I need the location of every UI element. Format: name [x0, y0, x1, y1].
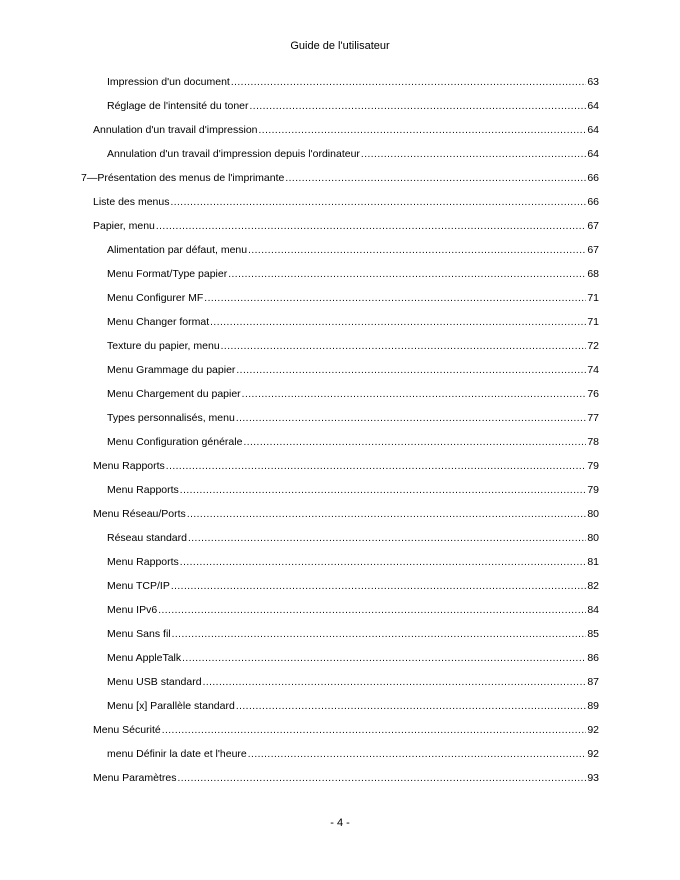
toc-entry-page: 80 [587, 532, 599, 544]
dot-leader [156, 220, 586, 232]
dot-leader [170, 196, 586, 208]
toc-entry-page: 71 [587, 316, 599, 328]
toc-entry-page: 66 [587, 196, 599, 208]
toc-entry-title: Menu Sans fil [107, 628, 171, 640]
dot-leader [228, 268, 586, 280]
page-header [0, 40, 680, 52]
toc-entry[interactable] [107, 628, 599, 642]
toc-entry-title: 7—Présentation des menus de l'imprimante [81, 172, 285, 184]
toc-entry[interactable] [107, 244, 599, 258]
page-footer [0, 817, 680, 829]
toc-entry-title: Types personnalisés, menu [107, 412, 235, 424]
dot-leader [236, 412, 586, 424]
toc-entry-title: Menu Format/Type papier [107, 268, 228, 280]
toc-entry-page: 92 [587, 748, 599, 760]
toc-entry[interactable] [107, 340, 599, 354]
dot-leader [236, 364, 586, 376]
toc-entry-page: 82 [587, 580, 599, 592]
toc-entry-title: Papier, menu [93, 220, 155, 232]
toc-entry[interactable] [107, 268, 599, 282]
toc-entry-title: Menu Grammage du papier [107, 364, 236, 376]
dot-leader [248, 748, 587, 760]
toc-entry-page: 74 [587, 364, 599, 376]
toc-entry-title: Menu Configurer MF [107, 292, 204, 304]
toc-entry-title: Texture du papier, menu [107, 340, 220, 352]
toc-entry-title: menu Définir la date et l'heure [107, 748, 247, 760]
toc-entry[interactable] [93, 220, 599, 234]
toc-entry[interactable] [93, 772, 599, 786]
dot-leader [285, 172, 586, 184]
toc-entry-title: Menu Rapports [107, 484, 179, 496]
dot-leader [180, 484, 587, 496]
dot-leader [243, 436, 586, 448]
toc-entry[interactable] [93, 460, 599, 474]
toc-entry[interactable] [107, 652, 599, 666]
toc-entry[interactable] [107, 436, 599, 450]
toc-entry[interactable] [107, 580, 599, 594]
toc-entry-title: Menu Rapports [107, 556, 179, 568]
dot-leader [180, 556, 587, 568]
toc-entry[interactable] [93, 196, 599, 210]
toc-entry-title: Menu Configuration générale [107, 436, 243, 448]
toc-entry-page: 84 [587, 604, 599, 616]
toc-entry-page: 64 [587, 124, 599, 136]
toc-entry-title: Alimentation par défaut, menu [107, 244, 248, 256]
toc-entry[interactable] [107, 412, 599, 426]
toc-entry-title: Annulation d'un travail d'impression depuis l'ordinateur [107, 148, 360, 160]
dot-leader [361, 148, 586, 160]
toc-entry-title: Menu Sécurité [93, 724, 161, 736]
toc-entry[interactable] [107, 76, 599, 90]
toc-entry-title: Liste des menus [93, 196, 170, 208]
toc-entry-page: 66 [587, 172, 599, 184]
toc-entry[interactable] [93, 724, 599, 738]
toc-entry-page: 77 [587, 412, 599, 424]
toc-entry[interactable] [81, 172, 599, 186]
dot-leader [221, 340, 587, 352]
toc-entry[interactable] [107, 388, 599, 402]
toc-entry-page: 87 [587, 676, 599, 688]
toc-entry-title: Menu IPv6 [107, 604, 158, 616]
dot-leader [250, 100, 587, 112]
dot-leader [231, 76, 586, 88]
dot-leader [162, 724, 587, 736]
toc-entry-title: Menu USB standard [107, 676, 202, 688]
dot-leader [203, 676, 587, 688]
toc-entry[interactable] [107, 316, 599, 330]
toc-entry-title: Menu Paramètres [93, 772, 177, 784]
toc-entry[interactable] [93, 124, 599, 138]
toc-entry[interactable] [107, 292, 599, 306]
toc-entry-page: 89 [587, 700, 599, 712]
dot-leader [166, 460, 587, 472]
toc-entry-title: Menu Réseau/Ports [93, 508, 186, 520]
toc-entry-page: 72 [587, 340, 599, 352]
dot-leader [236, 700, 586, 712]
toc-entry[interactable] [107, 556, 599, 570]
toc-entry[interactable] [107, 676, 599, 690]
toc-entry-page: 86 [587, 652, 599, 664]
toc-entry-title: Réseau standard [107, 532, 187, 544]
toc-entry-title: Annulation d'un travail d'impression [93, 124, 258, 136]
dot-leader [187, 508, 587, 520]
toc-entry[interactable] [107, 100, 599, 114]
toc-entry-title: Menu AppleTalk [107, 652, 182, 664]
toc-entry-page: 64 [587, 148, 599, 160]
toc-entry-page: 85 [587, 628, 599, 640]
toc-entry-page: 92 [587, 724, 599, 736]
toc-entry[interactable] [107, 484, 599, 498]
dot-leader [172, 628, 587, 640]
toc-entry-page: 67 [587, 244, 599, 256]
toc-entry[interactable] [107, 148, 599, 162]
dot-leader [158, 604, 586, 616]
dot-leader [204, 292, 586, 304]
toc-entry-title: Menu Chargement du papier [107, 388, 241, 400]
page-number: - 4 - [330, 817, 350, 829]
toc-entry-title: Réglage de l'intensité du toner [107, 100, 249, 112]
document-title: Guide de l'utilisateur [290, 40, 390, 52]
dot-leader [210, 316, 586, 328]
dot-leader [248, 244, 586, 256]
toc-entry-page: 68 [587, 268, 599, 280]
toc-entry-page: 76 [587, 388, 599, 400]
toc-entry-title: Menu [x] Parallèle standard [107, 700, 235, 712]
toc-entry-title: Menu Changer format [107, 316, 210, 328]
toc-entry-page: 79 [587, 484, 599, 496]
toc-entry-page: 80 [587, 508, 599, 520]
toc-entry-page: 64 [587, 100, 599, 112]
toc-entry-title: Menu Rapports [93, 460, 165, 472]
toc-entry[interactable] [107, 532, 599, 546]
dot-leader [171, 580, 586, 592]
dot-leader [177, 772, 586, 784]
dot-leader [188, 532, 586, 544]
toc-entry[interactable] [107, 364, 599, 378]
toc-entry-page: 63 [587, 76, 599, 88]
toc-entry[interactable] [107, 748, 599, 762]
toc-entry-title: Impression d'un document [107, 76, 230, 88]
dot-leader [259, 124, 587, 136]
dot-leader [242, 388, 587, 400]
toc-entry-page: 79 [587, 460, 599, 472]
toc-entry[interactable] [107, 604, 599, 618]
toc-entry-page: 93 [587, 772, 599, 784]
toc-entry-page: 67 [587, 220, 599, 232]
toc-entry-page: 71 [587, 292, 599, 304]
toc-entry-page: 81 [587, 556, 599, 568]
toc-entry[interactable] [93, 508, 599, 522]
toc-entry-title: Menu TCP/IP [107, 580, 170, 592]
dot-leader [182, 652, 586, 664]
toc-entry-page: 78 [587, 436, 599, 448]
toc-entry[interactable] [107, 700, 599, 714]
